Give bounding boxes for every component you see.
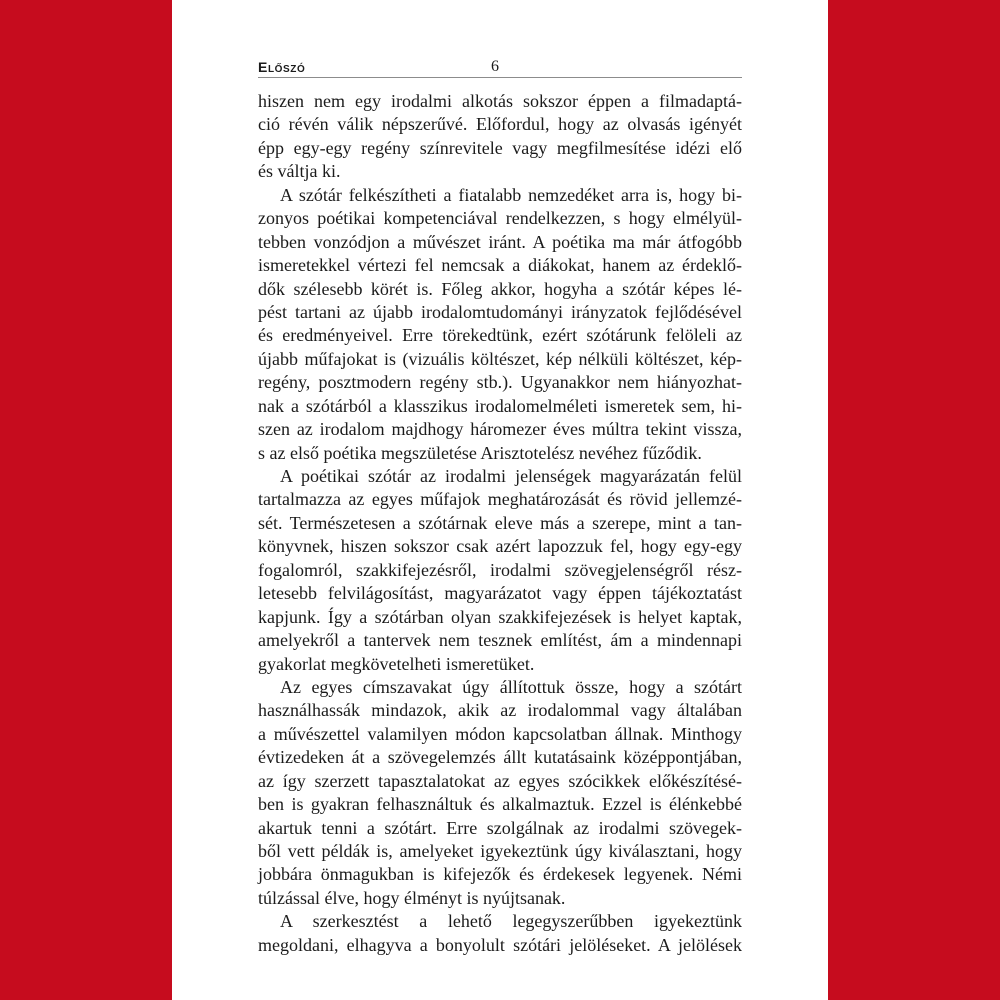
text-line: A poétikai szótár az irodalmi jelenségek magyarázatán felül [280,466,742,486]
text-line: zonyos poétikai kompetenciával rendelkezzen, s hogy elmélyül- [258,208,742,229]
text-line: regény, posztmodern regény stb.). Ugyanakkor nem hiányozhat- [258,372,742,393]
text-line: ció révén válik népszerűvé. Előfordul, hogy az olvasás igényét [258,114,742,135]
text-line: kapjunk. Így a szótárban olyan szakkifejezések is helyet kaptak, [258,606,742,627]
text-line: gyakorlat megkövetelheti ismeretüket. [258,653,535,674]
left-border [0,0,172,1000]
text-line: ismeretekkel vértezi fel nemcsak a diákokat, hanem az érdeklő- [258,255,742,276]
text-line: és váltja ki. [258,161,341,182]
text-line: az így szerzett tapasztalatokat az egyes szócikkek előkészítésé- [258,770,742,791]
text-line: túlzással élve, hogy élményt is nyújtsanak. [258,887,566,908]
text-line: akartuk tenni a szótárt. Erre szolgálnak az irodalmi szövegek- [258,817,742,838]
paragraph [258,676,742,910]
paragraph [258,184,742,465]
text-line: épp egy-egy regény színrevitele vagy megfilmesítése idézi elő [258,137,742,158]
header-rule [258,77,742,78]
text-line: amelyekről a tantervek nem tesznek említést, ám a mindennapi [258,630,742,651]
text-line: újabb műfajokat is (vizuális költészet, kép nélküli költészet, kép- [258,348,742,369]
text-line: nak a szótárból a klasszikus irodalomelméleti ismeretek sem, hi- [258,395,742,416]
text-line: tartalmazza az egyes műfajok meghatározását és rövid jellemzé- [258,489,742,510]
text-line: Az egyes címszavakat úgy állítottuk össze, hogy a szótárt [280,676,742,697]
text-line: könyvnek, hiszen sokszor csak azért lapozzuk fel, hogy egy-egy [258,536,742,557]
text-line: és eredményeivel. Erre törekedtünk, ezért szótárunk felöleli az [258,325,742,346]
running-head-title: Előszó [258,59,306,75]
text-line: sét. Természetesen a szótárnak eleve más a szerepe, mint a tan- [258,512,742,533]
text-line: tebben vonzódjon a művészet iránt. A poétika ma már átfogóbb [258,231,742,252]
text-line: pést tartani az újabb irodalomtudományi irányzatok fejlődésével [258,301,742,322]
text-line: a művészettel valamilyen módon kapcsolatban állnak. Minthogy [258,723,742,744]
text-line: szen az irodalom majdhogy háromezer éves múltra tekint vissza, [258,419,742,440]
text-line: jobbára önmagukban is kifejezők és érdekesek legyenek. Némi [258,864,742,885]
text-line: dők szélesebb körét is. Főleg akkor, hogyha a szótár képes lé- [258,278,742,299]
paragraph [258,910,742,957]
text-line: használhassák mindazok, akik az irodalommal vagy általában [258,700,742,721]
text-column [258,90,742,957]
text-line: megoldani, elhagyva a bonyolult szótári jelöléseket. A jelölések [258,934,742,955]
text-line: évtizedeken át a szövegelemzés állt kutatásaink középpontjában, [258,747,742,768]
page-number: 6 [491,58,499,75]
text-line: hiszen nem egy irodalmi alkotás sokszor éppen a filmadaptá- [258,91,742,111]
text-line: A szerkesztést a lehető legegyszerűbben igyekeztünk [280,911,742,932]
paragraph [258,90,742,184]
paragraph [258,465,742,676]
text-line: fogalomról, szakkifejezésről, irodalmi szövegjelenségről rész- [258,559,742,580]
text-line: s az első poétika megszületése Arisztotelész nevéhez fűződik. [258,442,702,463]
book-page [172,0,828,1000]
text-line: ből vett példák is, amelyeket igyekeztünk úgy kiválasztani, hogy [258,841,742,861]
text-line: A szótár felkészítheti a fiatalabb nemzedéket arra is, hogy bi- [280,184,742,205]
text-line: letesebb felvilágosítást, magyarázatot vagy éppen tájékoztatást [258,583,742,604]
text-line: ben is gyakran felhasználtuk és alkalmaztuk. Ezzel is élénkebbé [258,794,742,815]
right-border [828,0,1000,1000]
